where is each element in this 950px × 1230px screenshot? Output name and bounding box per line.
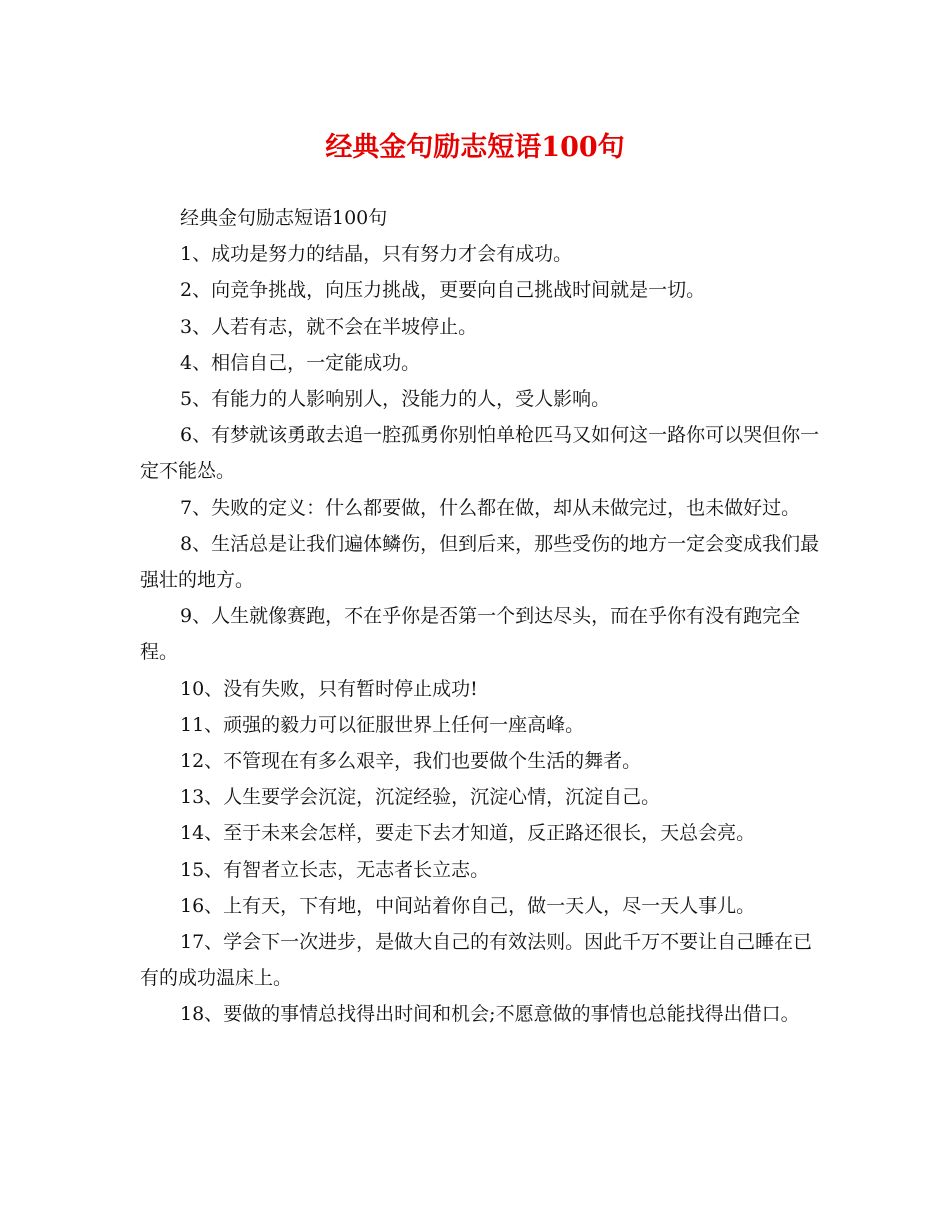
- paragraph: 12、不管现在有多么艰辛，我们也要做个生活的舞者。: [180, 750, 642, 773]
- paragraph: 13、人生要学会沉淀，沉淀经验，沉淀心情，沉淀自己。: [180, 786, 661, 809]
- paragraph: 经典金句励志短语100句: [180, 207, 388, 229]
- paragraph: 9、人生就像赛跑，不在乎你是否第一个到达尽头，而在乎你有没有跑完全程。: [140, 605, 801, 664]
- paragraph: 11、顽强的毅力可以征服世界上任何一座高峰。: [180, 713, 585, 736]
- paragraph: 15、有智者立长志，无志者长立志。: [180, 858, 490, 881]
- paragraph: 8、生活总是让我们遍体鳞伤，但到后来，那些受伤的地方一定会变成我们最强壮的地方。: [140, 532, 820, 592]
- paragraph: 2、向竞争挑战，向压力挑战，更要向自己挑战时间就是一切。: [180, 279, 706, 302]
- paragraph: 4、相信自己，一定能成功。: [180, 351, 421, 374]
- paragraph: 5、有能力的人影响别人，没能力的人，受人影响。: [180, 388, 611, 411]
- paragraph: 10、没有失败，只有暂时停止成功!: [180, 677, 478, 700]
- paragraph: 6、有梦就该勇敢去追一腔孤勇你别怕单枪匹马又如何这一路你可以哭但你一定不能怂。: [140, 424, 820, 483]
- paragraph: 3、人若有志，就不会在半坡停止。: [180, 315, 478, 338]
- document-body: [140, 200, 820, 1033]
- paragraph: 17、学会下一次进步，是做大自己的有效法则。因此千万不要让自己睡在已有的成功温床上。: [140, 931, 813, 990]
- paragraph: 18、要做的事情总找得出时间和机会;不愿意做的事情也总能找得出借口。: [180, 1003, 800, 1026]
- paragraph: 1、成功是努力的结晶，只有努力才会有成功。: [180, 243, 573, 266]
- paragraph: 16、上有天，下有地，中间站着你自己，做一天人，尽一天人事儿。: [180, 894, 756, 917]
- document-title: 经典金句励志短语100句: [325, 132, 625, 163]
- paragraph: 14、至于未来会怎样，要走下去才知道，反正路还很长，天总会亮。: [180, 822, 756, 845]
- paragraph: 7、失败的定义：什么都要做，什么都在做，却从未做完过，也未做好过。: [180, 496, 801, 519]
